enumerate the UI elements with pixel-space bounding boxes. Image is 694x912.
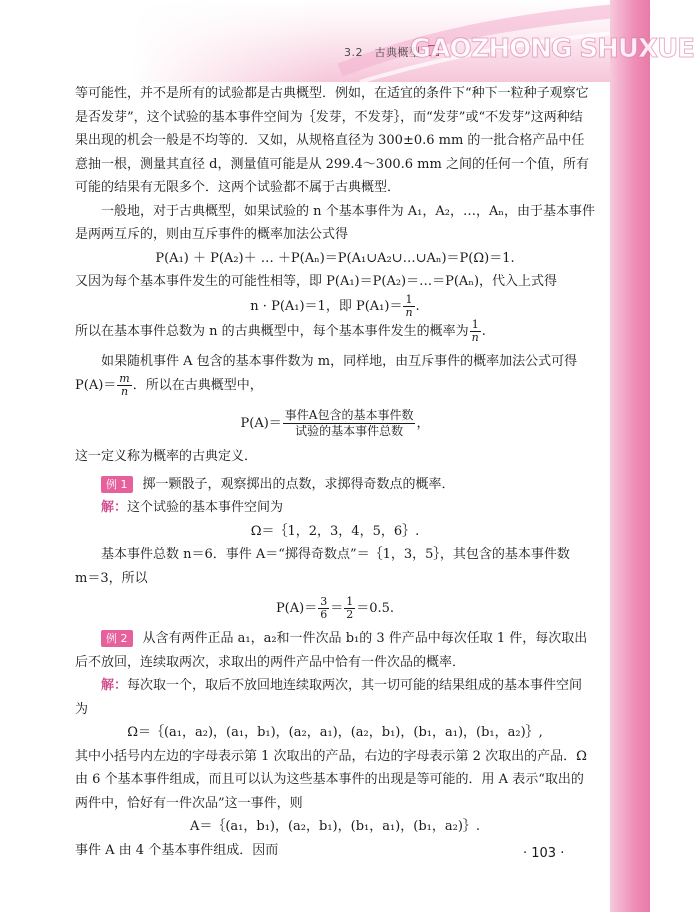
formula-equal-prob: n · P(A₁)＝1，即 P(A₁)＝ $\frac{1}{n}$ . — [250, 292, 420, 319]
paragraph: 一般地，对于古典概型，如果试验的 n 个基本事件为 A₁，A₂，…，Aₙ，由于基本事件是两两互斥的，则由互斥事件的概率加法公式得 — [75, 203, 595, 242]
formula-sum: P(A₁) ＋ P(A₂)＋ … ＋P(Aₙ)＝P(A₁∪A₂∪…∪Aₙ)＝P(Ω)＝1. — [155, 250, 515, 266]
paragraph: 所以在基本事件总数为 n 的古典概型中，每个基本事件发生的概率为 $\frac{1}{n}$ . — [75, 317, 486, 344]
header-fade — [0, 0, 330, 82]
paragraph: 如果随机事件 A 包含的基本事件数为 m，同样地，由互斥事件的概率加法公式可得 — [101, 353, 578, 369]
example-2-solution: 解：每次取一个，取后不放回地连续取两次，其一切可能的结果组成的基本事件空间为 — [75, 678, 583, 717]
paragraph: P(A)＝ $\frac{m}{n}$ ．所以在古典概型中， — [75, 372, 263, 398]
formula-classical-definition: P(A)＝ $\frac{\text{事件A包含的基本事件数}}{\text{试验的基本事件总数}}$ ， — [240, 408, 430, 438]
paragraph: 这一定义称为概率的古典定义． — [75, 449, 258, 464]
formula-event-a: A＝｛(a₁，b₁)，(a₂，b₁)，(b₁，a₁)，(b₁，a₂)｝. — [189, 819, 481, 834]
example-1: 例 1 掷一颗骰子，观察掷出的点数，求掷得奇数点的概率． — [75, 473, 595, 497]
formula-sample-space: Ω＝｛1，2，3，4，5，6｝. — [250, 523, 420, 539]
example-2: 例 2 从含有两件正品 a₁，a₂和一件次品 b₁的 3 件产品中每次任取 1 件，每次取出后不放回，连续取两次，求取出的两件产品中恰有一件次品的概率． — [75, 631, 588, 670]
paragraph: 其中小括号内左边的字母表示第 1 次取出的产品，右边的字母表示第 2 次取出的产品．Ω 由 6 个基本事件组成，而且可以认为这些基本事件的出现是等可能的．用 A 表示“取出的两件中，恰好有一件次品”这一事件，则 — [75, 748, 587, 811]
paragraph: m＝3，所以 — [75, 570, 148, 586]
formula-sample-space-2: Ω＝｛(a₁，a₂)，(a₁，b₁)，(a₂，a₁)，(a₂，b₁)，(b₁，a₁)，(b₁，a₂)｝, — [127, 725, 543, 740]
paragraph: 等可能性，并不是所有的试验都是古典概型．例如，在适宜的条件下“种下一粒种子观察它是否发芽”，这个试验的基本事件空间为｛发芽，不发芽｝，而“发芽”或“不发芽”这两种结果出现的机会一般是不均等的．又如，从规格直径为 300±0.6 mm 的一批合格产品中任意抽一根，测量其直径 d，测量值可能是从 299.4～300.6 mm 之间的任何一个值，所有可能的结果有无限多个．这两个试验都不属于古典概型． — [75, 86, 589, 195]
example-1-solution: 解：这个试验的基本事件空间为 — [101, 500, 284, 515]
example-1-tag: 例 1 — [101, 476, 133, 493]
section-label: 3.2 古典概型 — [344, 46, 421, 59]
paragraph: 事件 A 由 4 个基本事件组成．因而 — [75, 842, 279, 858]
page-number: · 103 · — [523, 846, 565, 861]
example-2-tag: 例 2 — [101, 630, 133, 647]
header-watermark: GAOZHONG SHUXUE — [410, 34, 694, 64]
paragraph: 基本事件总数 n＝6．事件 A＝“掷得奇数点”＝｛1，3，5｝，其包含的基本事件数 — [101, 547, 570, 562]
formula-example-1-result: P(A)＝ $\frac{3}{6}$ ＝ $\frac{1}{2}$ ＝0.5. — [275, 595, 395, 621]
paragraph: 又因为每个基本事件发生的可能性相等，即 P(A₁)＝P(A₂)＝…＝P(Aₙ)，代入上式得 — [75, 274, 558, 289]
page-content — [75, 82, 595, 862]
right-margin-band — [610, 0, 650, 912]
